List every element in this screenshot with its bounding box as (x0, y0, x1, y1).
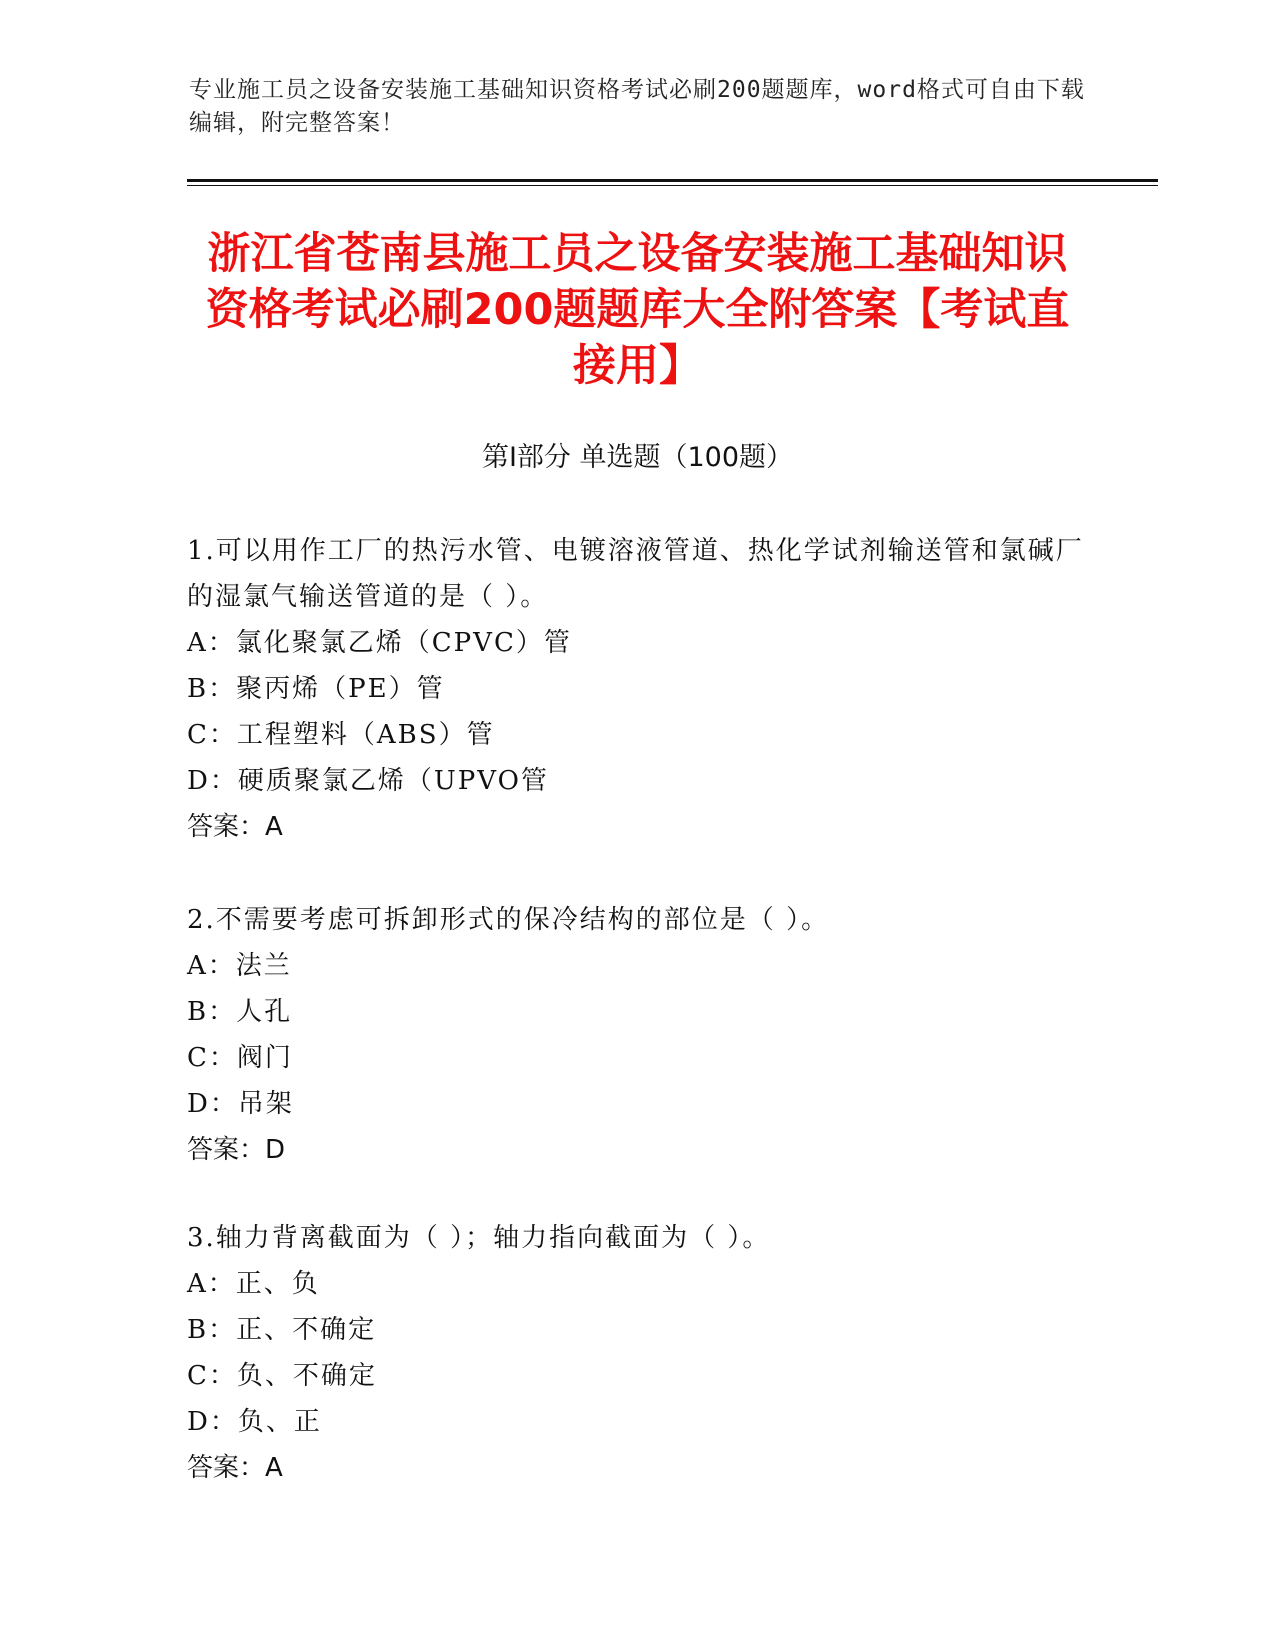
answer-line: 答案：A (187, 1453, 283, 1483)
option-a: A：正、负 (187, 1269, 320, 1299)
option-b: B：正、不确定 (187, 1315, 377, 1345)
option-b: B：聚丙烯（PE）管 (187, 674, 445, 704)
option-d: D：吊架 (187, 1089, 294, 1119)
question-3 (187, 1215, 1087, 1491)
question-stem: 3.轴力背离截面为（ ）；轴力指向截面为（ ）。 (187, 1223, 771, 1253)
question-2 (187, 897, 1087, 1173)
option-d: D：硬质聚氯乙烯（UPVO管 (187, 766, 549, 796)
section-heading: 第Ⅰ部分 单选题（100题） (481, 442, 794, 473)
question-stem: 2.不需要考虑可拆卸形式的保冷结构的部位是（ ）。 (187, 905, 830, 935)
option-c: C：工程塑料（ABS）管 (187, 720, 495, 750)
option-b: B：人孔 (187, 997, 293, 1027)
header-note: 专业施工员之设备安装施工基础知识资格考试必刷200题题库，word格式可自由下载编辑，附完整答案！ (189, 77, 1085, 136)
answer-line: 答案：D (187, 1135, 286, 1165)
question-1 (187, 528, 1087, 850)
option-a: A：法兰 (187, 951, 292, 981)
option-d: D：负、正 (187, 1407, 322, 1437)
answer-line: 答案：A (187, 812, 283, 842)
document-title: 浙江省苍南县施工员之设备安装施工基础知识资格考试必刷200题题库大全附答案【考试直接用】 (205, 229, 1070, 391)
question-stem: 1.可以用作工厂的热污水管、电镀溶液管道、热化学试剂输送管和氯碱厂的湿氯气输送管道的是（ ）。 (187, 536, 1084, 612)
option-c: C：负、不确定 (187, 1361, 377, 1391)
header-divider-thin (187, 185, 1158, 186)
header-divider-thick (187, 179, 1158, 182)
option-a: A：氯化聚氯乙烯（CPVC）管 (187, 628, 572, 658)
option-c: C：阀门 (187, 1043, 293, 1073)
